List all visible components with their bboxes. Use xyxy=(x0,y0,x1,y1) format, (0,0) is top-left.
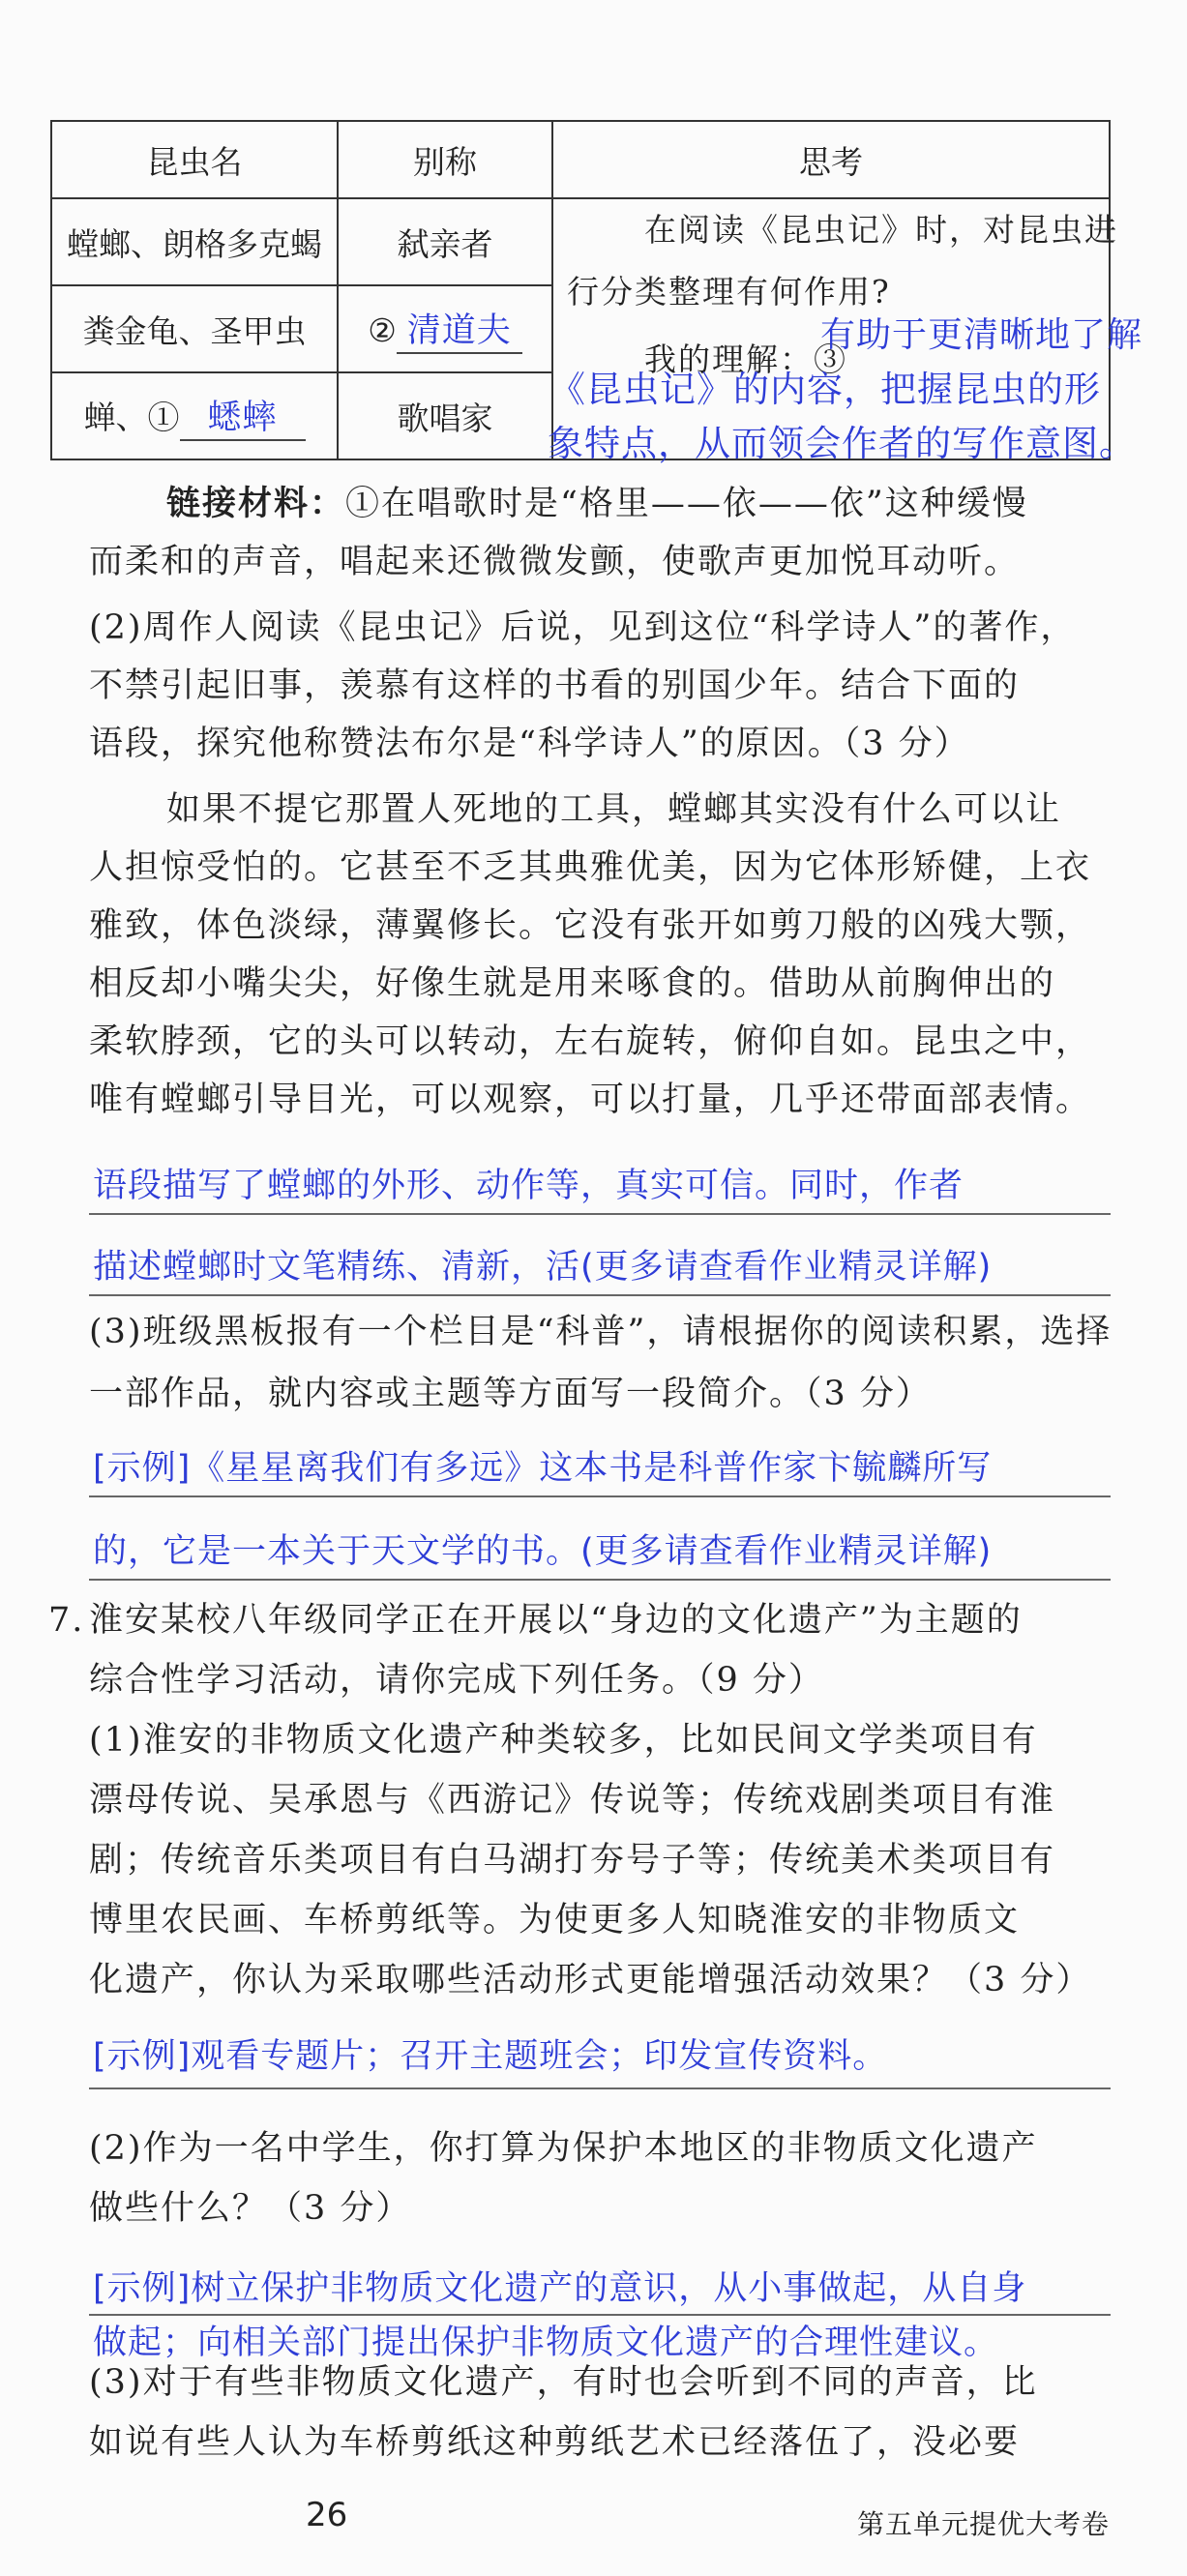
q2-answer-1: 语段描写了螳螂的外形、动作等，真实可信。同时，作者 xyxy=(93,1167,964,1205)
q7-sub1-line-1: (1)淮安的非物质文化遗产种类较多，比如民间文学类项目有 xyxy=(89,1721,1038,1760)
alias-2 xyxy=(338,285,552,372)
q7-sub2-answer-1: [示例]树立保护非物质文化遗产的意识，从小事做起，从自身 xyxy=(93,2269,1027,2308)
q7-sub2-line-1: (2)作为一名中学生，你打算为保护本地区的非物质文化遗产 xyxy=(89,2129,1038,2168)
q7-sub1-line-4: 博里农民画、车桥剪纸等。为使更多人知晓淮安的非物质文 xyxy=(89,1901,1021,1939)
q3-line-1: (3)班级黑板报有一个栏目是“科普”，请根据你的阅读积累，选择 xyxy=(89,1313,1113,1351)
q7-sub1-line-5: 化遗产，你认为采取哪些活动形式更能增强活动效果？（3 分） xyxy=(89,1961,1092,1999)
q7-line-1: 淮安某校八年级同学正在开展以“身边的文化遗产”为主题的 xyxy=(89,1601,1023,1640)
insect-name-1: 螳螂、朗格多克蝎 xyxy=(51,198,338,285)
link-material-line-2: 而柔和的声音，唱起来还微微发颤，使歌声更加悦耳动听。 xyxy=(89,543,1021,581)
insect-name-2: 粪金龟、圣甲虫 xyxy=(51,285,338,372)
insect-name-3 xyxy=(51,372,338,459)
passage-line-1: 如果不提它那置人死地的工具，螳螂其实没有什么可以让 xyxy=(166,790,1062,829)
q3-line-2: 一部作品，就内容或主题等方面写一段简介。（3 分） xyxy=(89,1375,932,1413)
link-material-line-1 xyxy=(166,474,1028,534)
passage-line-3: 雅致，体色淡绿，薄翼修长。它没有张开如剪刀般的凶残大颚， xyxy=(89,906,1092,945)
q3-answer-1: [示例]《星星离我们有多远》这本书是科普作家卞毓麟所写 xyxy=(93,1449,993,1488)
passage-line-4: 相反却小嘴尖尖，好像生就是用来啄食的。借助从前胸伸出的 xyxy=(89,964,1056,1003)
think-answer-2: 《昆虫记》的内容，把握昆虫的形 xyxy=(549,369,1101,410)
link-material-label: 链接材料： xyxy=(166,484,346,523)
alias-2-prefix: ② xyxy=(368,311,397,349)
header-alias: 别称 xyxy=(338,121,552,198)
q2-line-2: 不禁引起旧事，羡慕有这样的书看的别国少年。结合下面的 xyxy=(89,666,1021,705)
header-think: 思考 xyxy=(552,121,1110,198)
q7-line-2: 综合性学习活动，请你完成下列任务。（9 分） xyxy=(89,1661,824,1700)
alias-2-answer: 清道夫 xyxy=(397,304,522,354)
q7-number: 7. xyxy=(48,1601,85,1640)
q7-sub1-line-2: 漂母传说、吴承恩与《西游记》传说等；传统戏剧类项目有淮 xyxy=(89,1781,1056,1820)
think-line-3: 我的理解：③ xyxy=(644,341,847,378)
answer-rule xyxy=(89,1213,1111,1215)
footer-title: 第五单元提优大考卷 xyxy=(857,2508,1111,2540)
passage-line-6: 唯有螳螂引导目光，可以观察，可以打量，几乎还带面部表情。 xyxy=(89,1081,1092,1119)
answer-rule xyxy=(89,1495,1111,1497)
answer-rule xyxy=(89,1579,1111,1581)
q2-line-1: (2)周作人阅读《昆虫记》后说，见到这位“科学诗人”的著作， xyxy=(89,608,1077,647)
q3-answer-2: 的，它是一本关于天文学的书。(更多请查看作业精灵详解) xyxy=(93,1532,993,1571)
q7-sub2-answer-2: 做起；向相关部门提出保护非物质文化遗产的合理性建议。 xyxy=(93,2324,999,2362)
answer-rule xyxy=(89,1294,1111,1296)
think-answer-1: 有助于更清晰地了解 xyxy=(820,315,1143,355)
think-line-1: 在阅读《昆虫记》时，对昆虫进 xyxy=(644,211,1118,249)
insect-name-3-answer: 蟋蟀 xyxy=(180,391,306,441)
think-answer-3: 象特点，从而领会作者的写作意图。 xyxy=(548,423,1136,464)
page-number: 26 xyxy=(306,2496,348,2534)
q2-answer-2: 描述螳螂时文笔精练、清新，活(更多请查看作业精灵详解) xyxy=(93,1248,993,1287)
think-line-2: 行分类整理有何作用? xyxy=(567,273,891,311)
passage-line-2: 人担惊受怕的。它甚至不乏其典雅优美，因为它体形矫健，上衣 xyxy=(89,848,1092,887)
q2-line-3: 语段，探究他称赞法布尔是“科学诗人”的原因。（3 分） xyxy=(89,725,970,763)
alias-3: 歌唱家 xyxy=(338,372,552,459)
alias-1: 弑亲者 xyxy=(338,198,552,285)
answer-rule xyxy=(89,2087,1111,2089)
link-material-text: ①在唱歌时是“格里——依——依”这种缓慢 xyxy=(345,485,1028,523)
q7-sub1-answer: [示例]观看专题片；召开主题班会；印发宣传资料。 xyxy=(93,2037,888,2076)
q7-sub2-line-2: 做些什么？（3 分） xyxy=(89,2189,412,2228)
insect-name-3-prefix: 蝉、① xyxy=(83,399,180,436)
q7-sub3-line-2: 如说有些人认为车桥剪纸这种剪纸艺术已经落伍了，没必要 xyxy=(89,2423,1021,2462)
q7-sub3-line-1: (3)对于有些非物质文化遗产，有时也会听到不同的声音，比 xyxy=(89,2363,1038,2402)
q7-sub1-line-3: 剧；传统音乐类项目有白马湖打夯号子等；传统美术类项目有 xyxy=(89,1841,1056,1880)
header-insect-name: 昆虫名 xyxy=(51,121,338,198)
passage-line-5: 柔软脖颈，它的头可以转动，左右旋转，俯仰自如。昆虫之中， xyxy=(89,1022,1092,1061)
